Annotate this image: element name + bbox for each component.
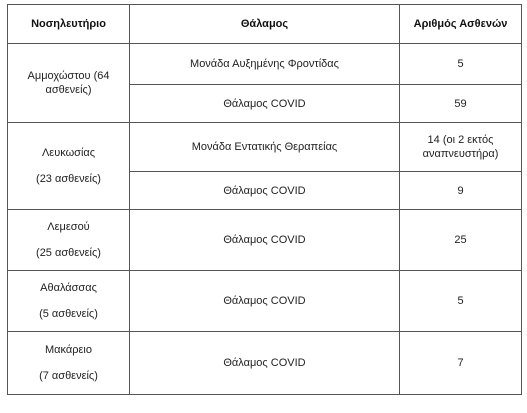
hospital-name-cell	[8, 332, 130, 395]
ward-cell: Θάλαμος COVID	[130, 85, 400, 123]
patient-count: 14 (οι 2 εκτός	[427, 134, 494, 146]
patient-count-cell	[400, 123, 522, 172]
header-hospital: Νοσηλευτήριο	[8, 5, 130, 44]
hospital-name: Μακάρειο	[45, 344, 92, 356]
ward-cell: Θάλαμος COVID	[130, 332, 400, 395]
table-row	[8, 210, 522, 271]
table-row	[8, 271, 522, 332]
hospital-patients-table	[7, 4, 522, 395]
patient-count-cell: 25	[400, 210, 522, 271]
ward-cell: Θάλαμος COVID	[130, 172, 400, 210]
ward-cell: Θάλαμος COVID	[130, 271, 400, 332]
hospital-name: Λευκωσίας	[41, 147, 96, 159]
patient-count-cell: 7	[400, 332, 522, 395]
hospital-patient-total: (5 ασθενείς)	[39, 308, 98, 320]
table-row	[8, 44, 522, 85]
ward-cell: Θάλαμος COVID	[130, 210, 400, 271]
patient-count-cell: 9	[400, 172, 522, 210]
hospital-name-cell	[8, 44, 130, 123]
ward-cell: Μονάδα Εντατικής Θεραπείας	[130, 123, 400, 172]
hospital-name: Αμμοχώστου (64	[27, 70, 110, 82]
table-header-row	[8, 5, 522, 44]
table-row	[8, 332, 522, 395]
hospital-name-cell	[8, 210, 130, 271]
hospital-patient-total: (25 ασθενείς)	[36, 247, 101, 259]
patient-count-note: αναπνευστήρα)	[422, 148, 499, 160]
ward-cell: Μονάδα Αυξημένης Φροντίδας	[130, 44, 400, 85]
hospital-patient-total: (23 ασθενείς)	[36, 173, 101, 185]
hospital-name-cell	[8, 123, 130, 210]
patient-count-cell: 59	[400, 85, 522, 123]
hospital-name-cell	[8, 271, 130, 332]
patient-count-cell: 5	[400, 44, 522, 85]
patient-count-cell: 5	[400, 271, 522, 332]
hospital-name: Λεμεσού	[47, 221, 90, 233]
header-ward: Θάλαμος	[130, 5, 400, 44]
table-row	[8, 123, 522, 172]
hospital-patient-total: (7 ασθενείς)	[39, 370, 98, 382]
hospital-patient-total: ασθενείς)	[45, 84, 92, 96]
header-patient-count: Αριθμός Ασθενών	[400, 5, 522, 44]
hospital-name: Αθαλάσσας	[40, 282, 97, 294]
